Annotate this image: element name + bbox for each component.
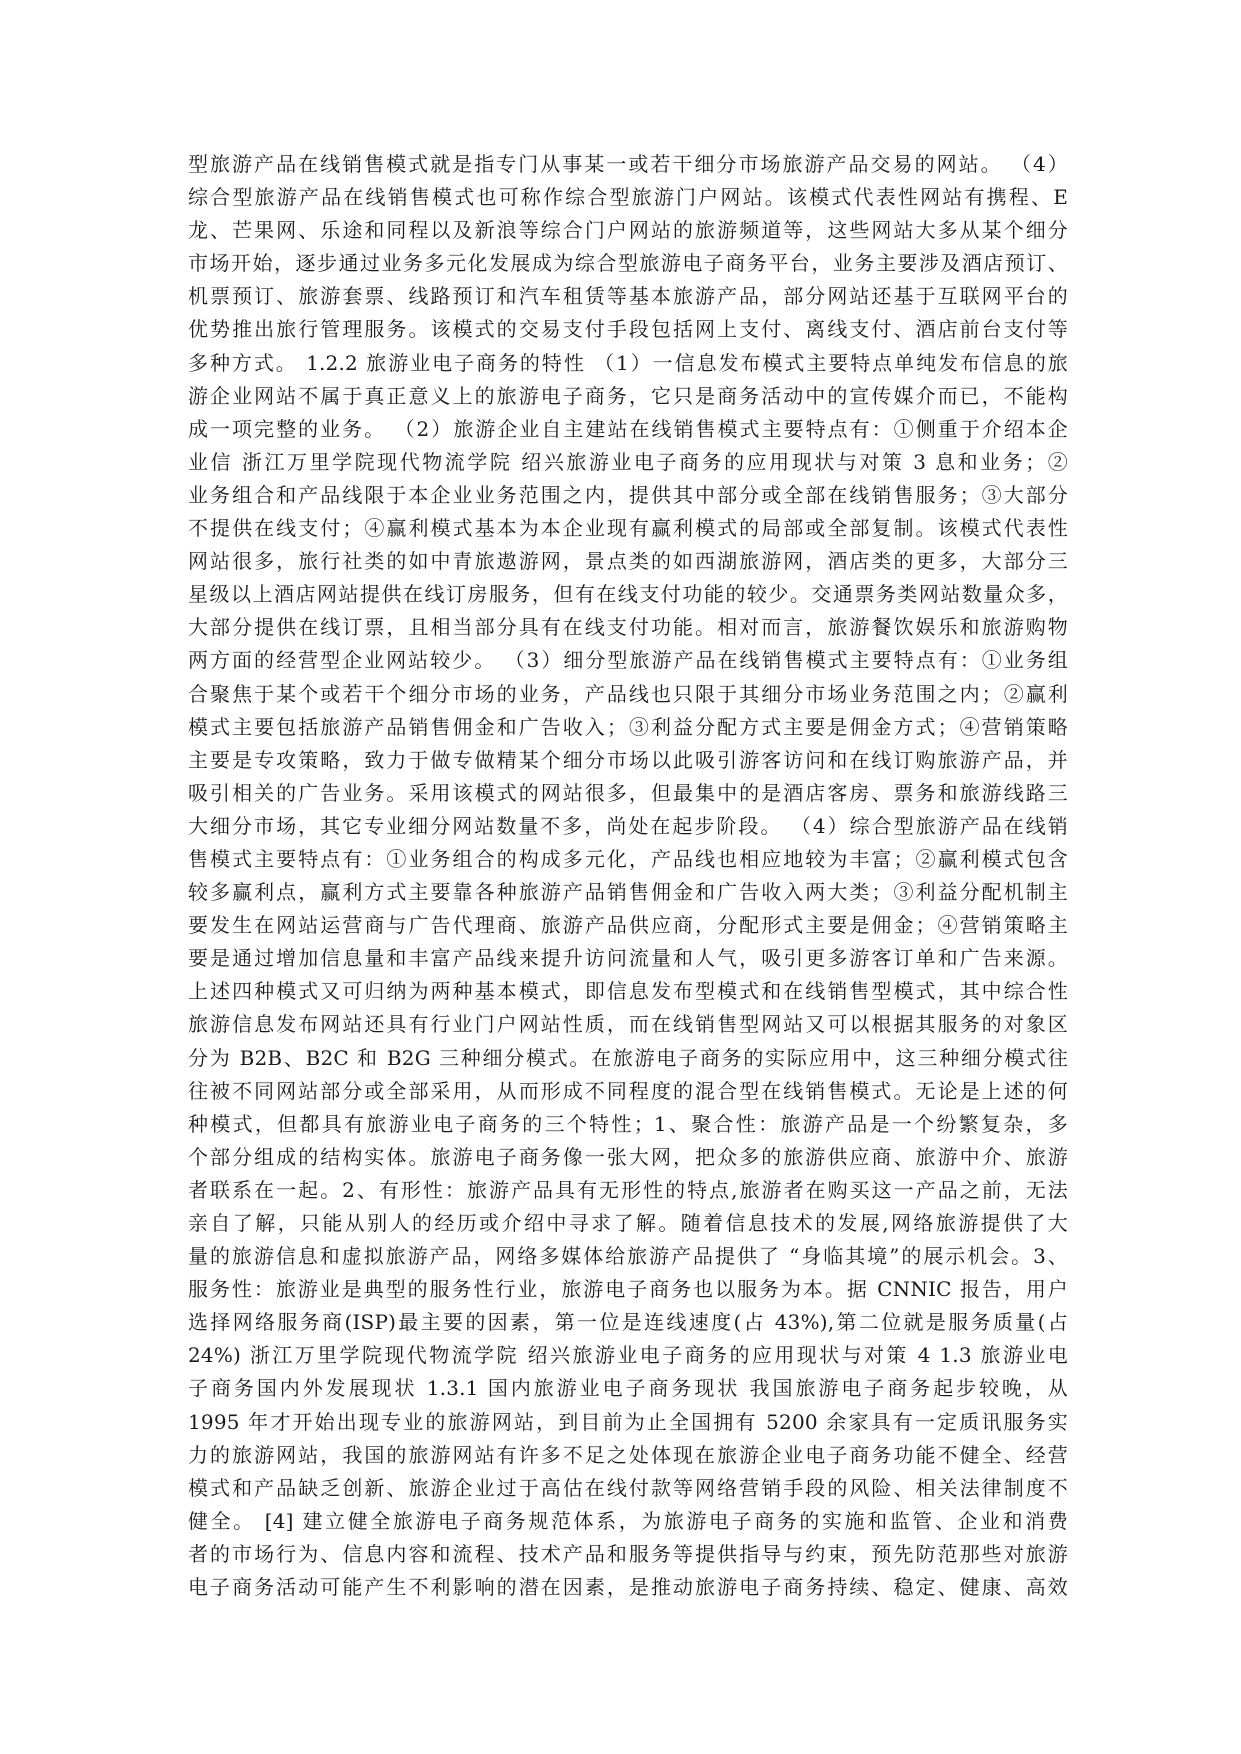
text-line: 电子商务活动可能产生不利影响的潜在因素，是推动旅游电子商务持续、稳定、健康、高效 bbox=[188, 1575, 1068, 1600]
text-line: 服务性：旅游业是典型的服务性行业，旅游电子商务也以服务为本。据 CNNIC 报告，用户 bbox=[188, 1277, 1068, 1302]
text-line: 合聚焦于某个或若干个细分市场的业务，产品线也只限于其细分市场业务范围之内；②赢利 bbox=[188, 681, 1068, 706]
text-line: 种模式，但都具有旅游业电子商务的三个特性；1、聚合性：旅游产品是一个纷繁复杂，多 bbox=[188, 1111, 1068, 1136]
body-text bbox=[188, 148, 1068, 1604]
text-line: 综合型旅游产品在线销售模式也可称作综合型旅游门户网站。该模式代表性网站有携程、E bbox=[188, 185, 1068, 210]
text-line: 多种方式。 1.2.2 旅游业电子商务的特性 （1）一信息发布模式主要特点单纯发布信息的旅 bbox=[188, 350, 1068, 375]
text-line: 模式和产品缺乏创新、旅游企业过于高估在线付款等网络营销手段的风险、相关法律制度不 bbox=[188, 1475, 1068, 1500]
text-line: 要是通过增加信息量和丰富产品线来提升访问流量和人气，吸引更多游客订单和广告来源。 bbox=[188, 946, 1068, 971]
text-line: 星级以上酒店网站提供在线订房服务，但有在线支付功能的较少。交通票务类网站数量众多， bbox=[188, 582, 1068, 607]
text-line: 成一项完整的业务。 （2）旅游企业自主建站在线销售模式主要特点有：①侧重于介绍本企 bbox=[188, 416, 1068, 441]
text-line: 健全。 [4] 建立健全旅游电子商务规范体系，为旅游电子商务的实施和监管、企业和消费 bbox=[188, 1508, 1068, 1533]
text-line: 大细分市场，其它专业细分网站数量不多，尚处在起步阶段。 （4）综合型旅游产品在线销 bbox=[188, 813, 1068, 838]
text-line: 两方面的经营型企业网站较少。 （3）细分型旅游产品在线销售模式主要特点有：①业务组 bbox=[188, 648, 1068, 673]
text-line: 业信 浙江万里学院现代物流学院 绍兴旅游业电子商务的应用现状与对策 3 息和业务；② bbox=[188, 449, 1068, 474]
text-line: 主要是专攻策略，致力于做专做精某个细分市场以此吸引游客访问和在线订购旅游产品，并 bbox=[188, 747, 1068, 772]
text-line: 模式主要包括旅游产品销售佣金和广告收入；③利益分配方式主要是佣金方式；④营销策略 bbox=[188, 714, 1068, 739]
text-line: 分为 B2B、B2C 和 B2G 三种细分模式。在旅游电子商务的实际应用中，这三种细分模式往 bbox=[188, 1045, 1068, 1070]
text-line: 旅游信息发布网站还具有行业门户网站性质，而在线销售型网站又可以根据其服务的对象区 bbox=[188, 1012, 1068, 1037]
text-line: 大部分提供在线订票，且相当部分具有在线支付功能。相对而言，旅游餐饮娱乐和旅游购物 bbox=[188, 615, 1068, 640]
text-line: 售模式主要特点有：①业务组合的构成多元化，产品线也相应地较为丰富；②赢利模式包含 bbox=[188, 846, 1068, 871]
text-line: 龙、芒果网、乐途和同程以及新浪等综合门户网站的旅游频道等，这些网站大多从某个细分 bbox=[188, 218, 1068, 243]
text-line: 吸引相关的广告业务。采用该模式的网站很多，但最集中的是酒店客房、票务和旅游线路三 bbox=[188, 780, 1068, 805]
text-line: 亲自了解，只能从别人的经历或介绍中寻求了解。随着信息技术的发展,网络旅游提供了大 bbox=[188, 1211, 1068, 1235]
text-line: 型旅游产品在线销售模式就是指专门从事某一或若干细分市场旅游产品交易的网站。 （4） bbox=[188, 152, 1068, 176]
text-line: 个部分组成的结构实体。旅游电子商务像一张大网，把众多的旅游供应商、旅游中介、旅游 bbox=[188, 1144, 1068, 1169]
text-line: 24%) 浙江万里学院现代物流学院 绍兴旅游业电子商务的应用现状与对策 4 1.3 旅游业电 bbox=[188, 1343, 1068, 1368]
text-line: 者的市场行为、信息内容和流程、技术产品和服务等提供指导与约束，预先防范那些对旅游 bbox=[188, 1541, 1068, 1566]
text-line: 往被不同网站部分或全部采用，从而形成不同程度的混合型在线销售模式。无论是上述的何 bbox=[188, 1078, 1068, 1103]
text-line: 网站很多，旅行社类的如中青旅遨游网，景点类的如西湖旅游网，酒店类的更多，大部分三 bbox=[188, 549, 1068, 574]
text-line: 力的旅游网站，我国的旅游网站有许多不足之处体现在旅游企业电子商务功能不健全、经营 bbox=[188, 1442, 1068, 1467]
text-line: 不提供在线支付；④赢利模式基本为本企业现有赢利模式的局部或全部复制。该模式代表性 bbox=[188, 516, 1068, 541]
text-line: 机票预订、旅游套票、线路预订和汽车租赁等基本旅游产品，部分网站还基于互联网平台的 bbox=[188, 284, 1068, 309]
text-line: 业务组合和产品线限于本企业业务范围之内，提供其中部分或全部在线销售服务；③大部分 bbox=[188, 482, 1068, 507]
text-line: 1995 年才开始出现专业的旅游网站，到目前为止全国拥有 5200 余家具有一定质讯服务实 bbox=[188, 1409, 1068, 1434]
text-line: 优势推出旅行管理服务。该模式的交易支付手段包括网上支付、离线支付、酒店前台支付等 bbox=[188, 317, 1068, 342]
text-line: 量的旅游信息和虚拟旅游产品，网络多媒体给旅游产品提供了 “身临其境”的展示机会。3、 bbox=[188, 1244, 1068, 1269]
text-line: 较多赢利点，赢利方式主要靠各种旅游产品销售佣金和广告收入两大类；③利益分配机制主 bbox=[188, 880, 1068, 905]
text-line: 市场开始，逐步通过业务多元化发展成为综合型旅游电子商务平台，业务主要涉及酒店预订、 bbox=[188, 251, 1068, 276]
text-line: 上述四种模式又可归纳为两种基本模式，即信息发布型模式和在线销售型模式，其中综合性 bbox=[188, 979, 1068, 1004]
text-line: 子商务国内外发展现状 1.3.1 国内旅游业电子商务现状 我国旅游电子商务起步较晚，从 bbox=[188, 1376, 1068, 1401]
text-line: 者联系在一起。2、有形性：旅游产品具有无形性的特点,旅游者在购买这一产品之前，无法 bbox=[188, 1177, 1068, 1202]
text-line: 选择网络服务商(ISP)最主要的因素，第一位是连线速度(占 43%),第二位就是服务质量(占 bbox=[188, 1310, 1068, 1335]
text-line: 要发生在网站运营商与广告代理商、旅游产品供应商，分配形式主要是佣金；④营销策略主 bbox=[188, 913, 1068, 938]
text-line: 游企业网站不属于真正意义上的旅游电子商务，它只是商务活动中的宣传媒介而已，不能构 bbox=[188, 383, 1068, 408]
